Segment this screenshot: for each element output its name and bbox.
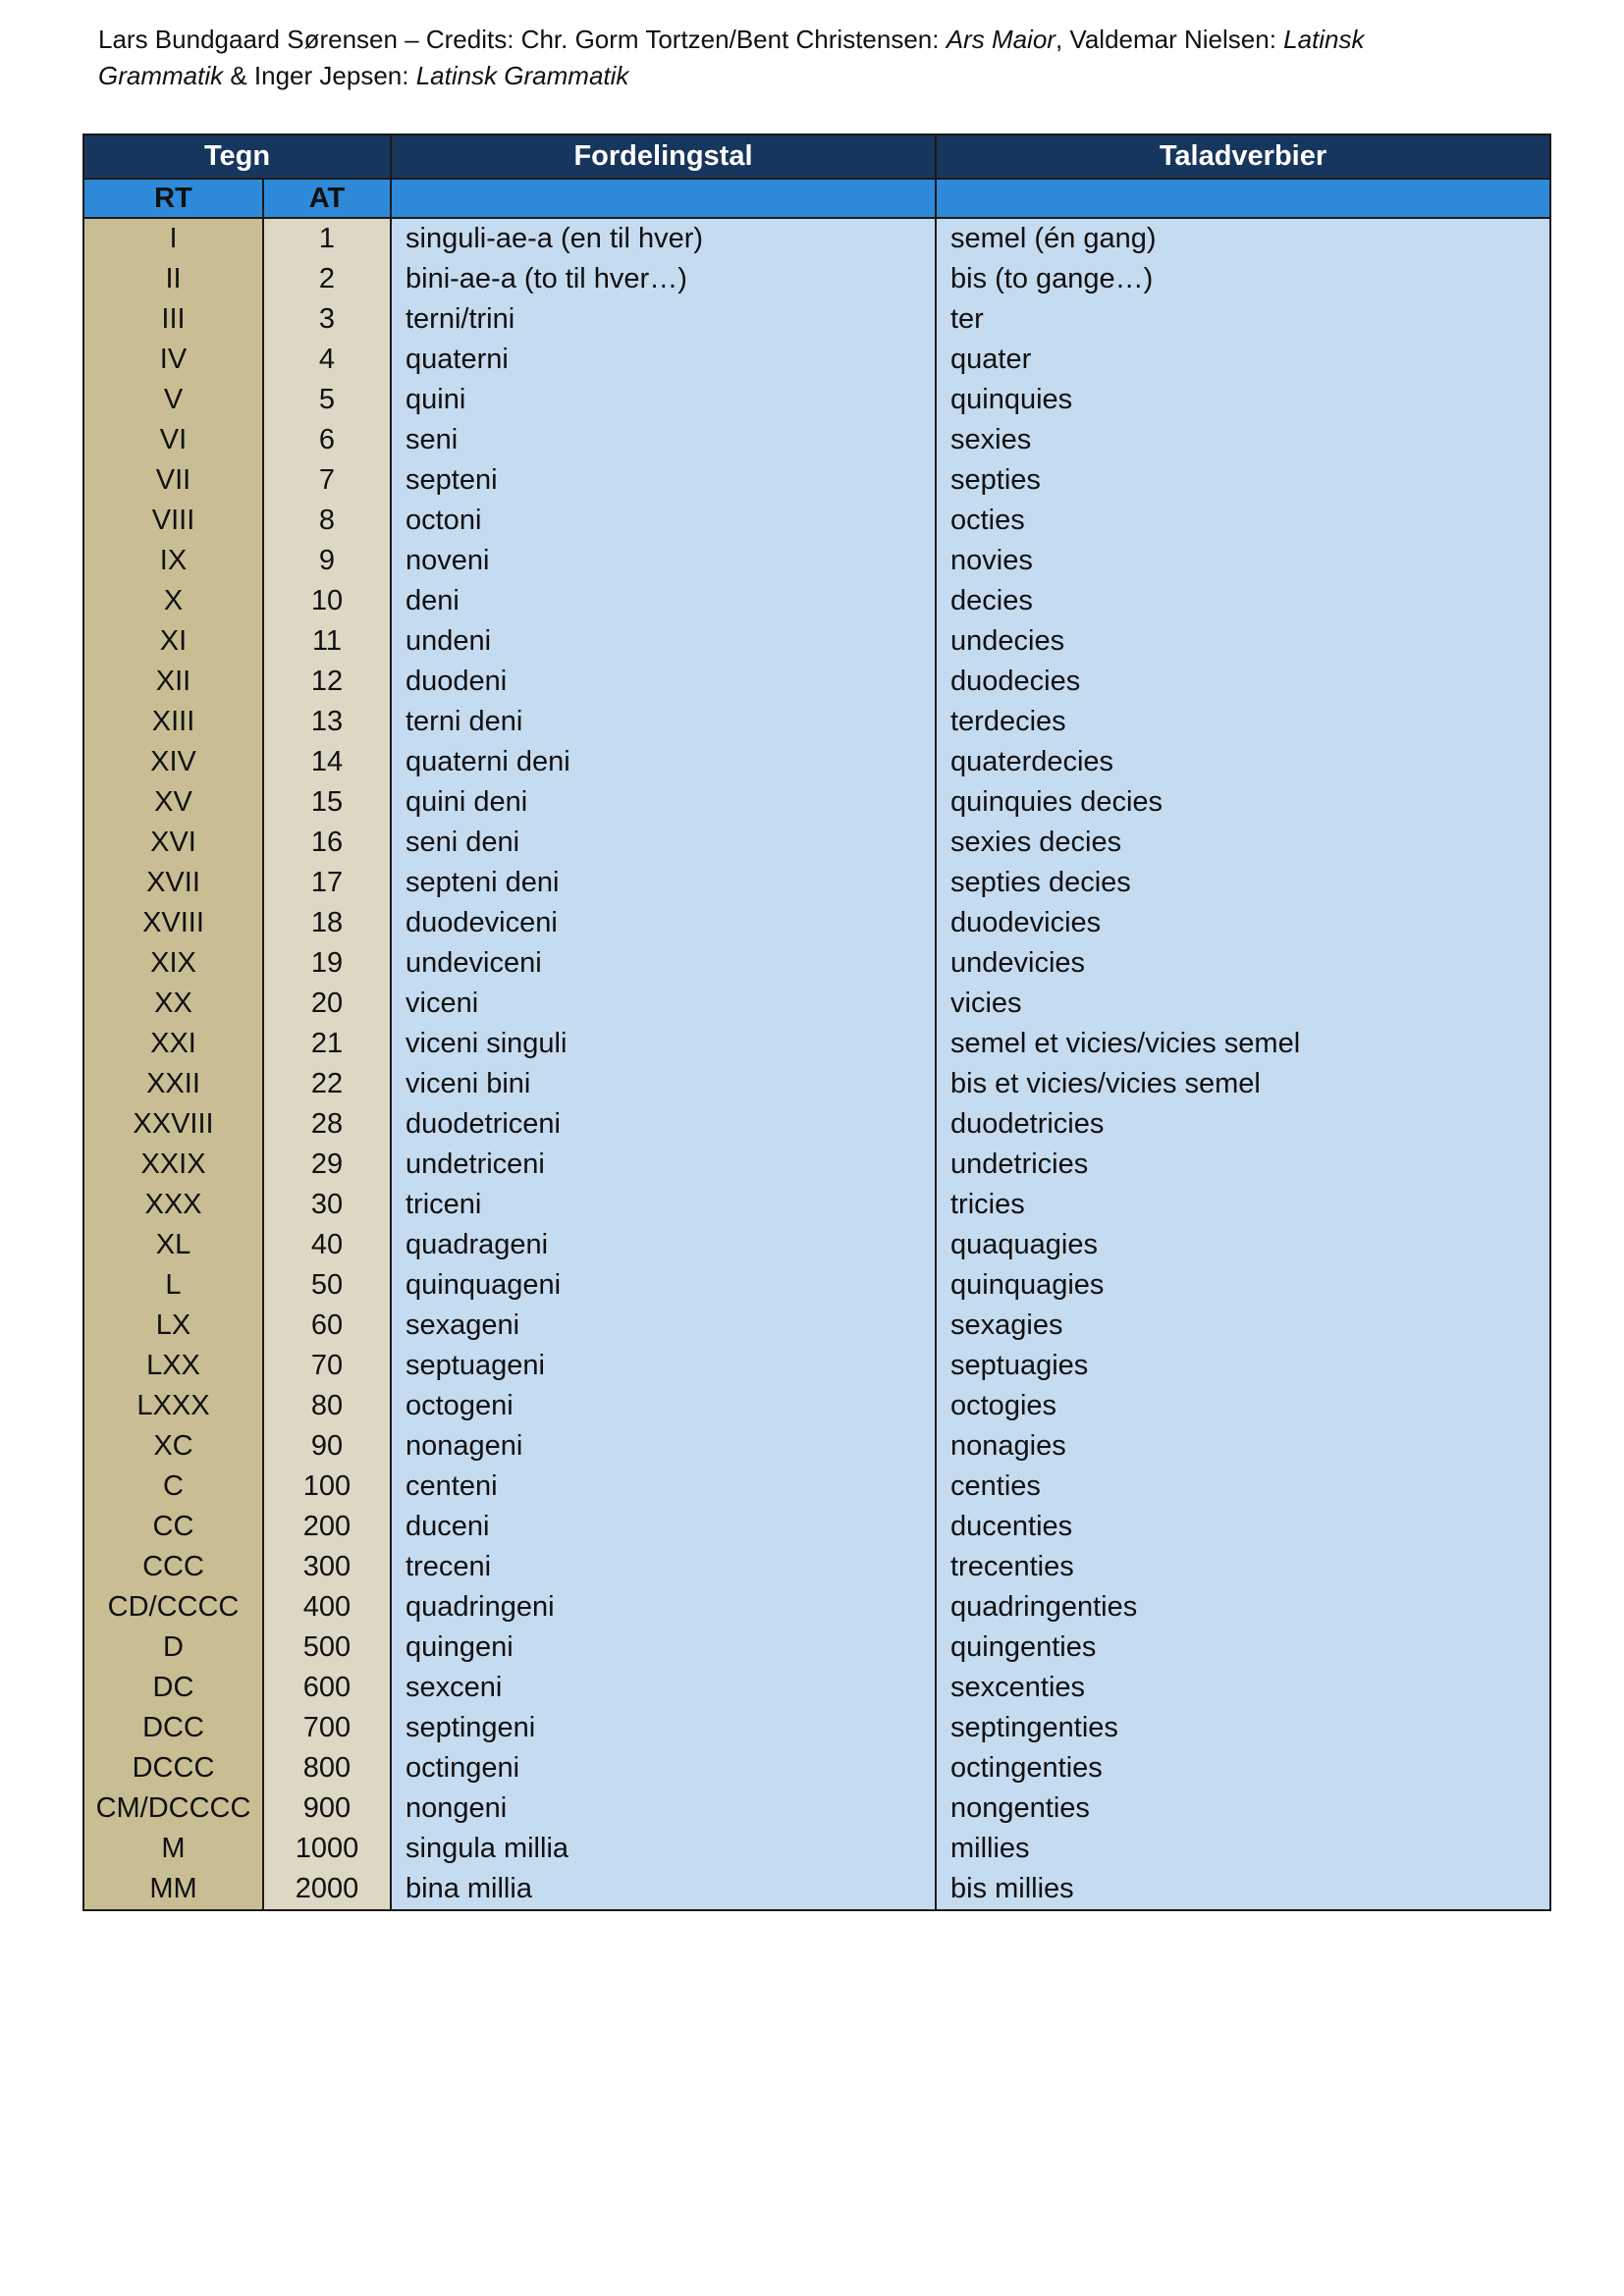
arabic-numeral-cell: 700 xyxy=(263,1708,391,1748)
table-row xyxy=(83,581,1550,621)
roman-numeral-cell: XX xyxy=(83,984,263,1024)
taladverbium-cell: novies xyxy=(936,541,1550,581)
roman-numeral-cell: XI xyxy=(83,621,263,662)
taladverbium-cell: semel (én gang) xyxy=(936,218,1550,259)
arabic-numeral-cell: 9 xyxy=(263,541,391,581)
fordelingstal-cell: nonageni xyxy=(391,1426,936,1467)
fordelingstal-cell: sexceni xyxy=(391,1668,936,1708)
taladverbium-cell: octogies xyxy=(936,1386,1550,1426)
arabic-numeral-cell: 5 xyxy=(263,380,391,420)
taladverbium-cell: bis (to gange…) xyxy=(936,259,1550,299)
roman-numeral-cell: IX xyxy=(83,541,263,581)
fordelingstal-cell: sexageni xyxy=(391,1306,936,1346)
fordelingstal-cell: octogeni xyxy=(391,1386,936,1426)
credits-book-latinsk-grammatik: Latinsk Grammatik xyxy=(415,61,629,90)
roman-numeral-cell: XXX xyxy=(83,1185,263,1225)
credits-book-ars-maior: Ars Maior xyxy=(946,25,1056,54)
taladverbium-cell: ter xyxy=(936,299,1550,340)
table-row xyxy=(83,1708,1550,1748)
arabic-numeral-cell: 1000 xyxy=(263,1829,391,1869)
fordelingstal-cell: septingeni xyxy=(391,1708,936,1748)
fordelingstal-cell: singuli-ae-a (en til hver) xyxy=(391,218,936,259)
table-row xyxy=(83,1104,1550,1145)
table-row xyxy=(83,903,1550,943)
credits-text xyxy=(98,22,1551,94)
fordelingstal-cell: quaterni xyxy=(391,340,936,380)
arabic-numeral-cell: 13 xyxy=(263,702,391,742)
arabic-numeral-cell: 100 xyxy=(263,1467,391,1507)
arabic-numeral-cell: 28 xyxy=(263,1104,391,1145)
roman-numeral-cell: XVIII xyxy=(83,903,263,943)
roman-numeral-cell: CM/DCCCC xyxy=(83,1789,263,1829)
roman-numeral-cell: II xyxy=(83,259,263,299)
table-row xyxy=(83,1789,1550,1829)
header-sub-empty-fordelingstal xyxy=(391,179,936,218)
roman-numeral-cell: XXIX xyxy=(83,1145,263,1185)
fordelingstal-cell: bini-ae-a (to til hver…) xyxy=(391,259,936,299)
taladverbium-cell: sexagies xyxy=(936,1306,1550,1346)
taladverbium-cell: quinquies decies xyxy=(936,782,1550,823)
table-row xyxy=(83,1145,1550,1185)
arabic-numeral-cell: 11 xyxy=(263,621,391,662)
arabic-numeral-cell: 6 xyxy=(263,420,391,460)
taladverbium-cell: nongenties xyxy=(936,1789,1550,1829)
table-row xyxy=(83,541,1550,581)
roman-numeral-cell: C xyxy=(83,1467,263,1507)
table-row xyxy=(83,863,1550,903)
roman-numeral-cell: XC xyxy=(83,1426,263,1467)
table-row xyxy=(83,1185,1550,1225)
table-row xyxy=(83,299,1550,340)
table-row xyxy=(83,984,1550,1024)
fordelingstal-cell: seni deni xyxy=(391,823,936,863)
table-row xyxy=(83,1748,1550,1789)
taladverbium-cell: undetricies xyxy=(936,1145,1550,1185)
fordelingstal-cell: undeviceni xyxy=(391,943,936,984)
taladverbium-cell: duodecies xyxy=(936,662,1550,702)
roman-numeral-cell: MM xyxy=(83,1869,263,1910)
table-row xyxy=(83,662,1550,702)
roman-numeral-cell: CC xyxy=(83,1507,263,1547)
taladverbium-cell: duodetricies xyxy=(936,1104,1550,1145)
fordelingstal-cell: centeni xyxy=(391,1467,936,1507)
roman-numeral-cell: III xyxy=(83,299,263,340)
header-at: AT xyxy=(263,179,391,218)
roman-numeral-cell: XII xyxy=(83,662,263,702)
roman-numeral-cell: XXII xyxy=(83,1064,263,1104)
fordelingstal-cell: quadrageni xyxy=(391,1225,936,1265)
taladverbium-cell: quaterdecies xyxy=(936,742,1550,782)
roman-numeral-cell: CCC xyxy=(83,1547,263,1587)
fordelingstal-cell: septeni xyxy=(391,460,936,501)
fordelingstal-cell: terni/trini xyxy=(391,299,936,340)
taladverbium-cell: bis millies xyxy=(936,1869,1550,1910)
table-row xyxy=(83,1265,1550,1306)
table-body xyxy=(83,218,1550,1910)
table-row xyxy=(83,501,1550,541)
fordelingstal-cell: seni xyxy=(391,420,936,460)
fordelingstal-cell: duceni xyxy=(391,1507,936,1547)
table-row xyxy=(83,823,1550,863)
roman-numeral-cell: LXXX xyxy=(83,1386,263,1426)
taladverbium-cell: terdecies xyxy=(936,702,1550,742)
taladverbium-cell: septuagies xyxy=(936,1346,1550,1386)
taladverbium-cell: sexies decies xyxy=(936,823,1550,863)
fordelingstal-cell: quini deni xyxy=(391,782,936,823)
fordelingstal-cell: duodeviceni xyxy=(391,903,936,943)
taladverbium-cell: quadringenties xyxy=(936,1587,1550,1628)
taladverbium-cell: trecenties xyxy=(936,1547,1550,1587)
taladverbium-cell: nonagies xyxy=(936,1426,1550,1467)
taladverbium-cell: undevicies xyxy=(936,943,1550,984)
roman-numeral-cell: XL xyxy=(83,1225,263,1265)
table-row xyxy=(83,1668,1550,1708)
fordelingstal-cell: noveni xyxy=(391,541,936,581)
roman-numeral-cell: XIX xyxy=(83,943,263,984)
table-row xyxy=(83,1628,1550,1668)
roman-numeral-cell: XIV xyxy=(83,742,263,782)
table-row xyxy=(83,1507,1550,1547)
taladverbium-cell: quinquies xyxy=(936,380,1550,420)
table-row xyxy=(83,1426,1550,1467)
roman-numeral-cell: CD/CCCC xyxy=(83,1587,263,1628)
taladverbium-cell: sexies xyxy=(936,420,1550,460)
credits-book-latinsk: Latinsk xyxy=(1283,25,1365,54)
taladverbium-cell: septies decies xyxy=(936,863,1550,903)
header-rt: RT xyxy=(83,179,263,218)
fordelingstal-cell: septeni deni xyxy=(391,863,936,903)
arabic-numeral-cell: 12 xyxy=(263,662,391,702)
table-row xyxy=(83,1547,1550,1587)
header-tegn: Tegn xyxy=(83,134,391,179)
table-row xyxy=(83,1225,1550,1265)
arabic-numeral-cell: 300 xyxy=(263,1547,391,1587)
table-row xyxy=(83,1024,1550,1064)
arabic-numeral-cell: 14 xyxy=(263,742,391,782)
fordelingstal-cell: nongeni xyxy=(391,1789,936,1829)
roman-numeral-cell: DCCC xyxy=(83,1748,263,1789)
header-fordelingstal: Fordelingstal xyxy=(391,134,936,179)
roman-numeral-cell: XVI xyxy=(83,823,263,863)
table-row xyxy=(83,1829,1550,1869)
header-row-sub xyxy=(83,179,1550,218)
fordelingstal-cell: quaterni deni xyxy=(391,742,936,782)
table-row xyxy=(83,420,1550,460)
fordelingstal-cell: duodeni xyxy=(391,662,936,702)
taladverbium-cell: vicies xyxy=(936,984,1550,1024)
fordelingstal-cell: septuageni xyxy=(391,1346,936,1386)
roman-numeral-cell: VI xyxy=(83,420,263,460)
table-row xyxy=(83,621,1550,662)
fordelingstal-cell: quadringeni xyxy=(391,1587,936,1628)
taladverbium-cell: ducenties xyxy=(936,1507,1550,1547)
arabic-numeral-cell: 3 xyxy=(263,299,391,340)
taladverbium-cell: octies xyxy=(936,501,1550,541)
table-row xyxy=(83,1386,1550,1426)
table-row xyxy=(83,1869,1550,1910)
arabic-numeral-cell: 40 xyxy=(263,1225,391,1265)
arabic-numeral-cell: 8 xyxy=(263,501,391,541)
roman-numeral-cell: L xyxy=(83,1265,263,1306)
fordelingstal-cell: undeni xyxy=(391,621,936,662)
taladverbium-cell: septies xyxy=(936,460,1550,501)
roman-numeral-cell: D xyxy=(83,1628,263,1668)
table-row xyxy=(83,1346,1550,1386)
fordelingstal-cell: terni deni xyxy=(391,702,936,742)
taladverbium-cell: millies xyxy=(936,1829,1550,1869)
arabic-numeral-cell: 16 xyxy=(263,823,391,863)
arabic-numeral-cell: 29 xyxy=(263,1145,391,1185)
fordelingstal-cell: undetriceni xyxy=(391,1145,936,1185)
credits-book-grammatik: Grammatik xyxy=(98,61,224,90)
taladverbium-cell: quinquagies xyxy=(936,1265,1550,1306)
fordelingstal-cell: deni xyxy=(391,581,936,621)
roman-numeral-cell: V xyxy=(83,380,263,420)
table-row xyxy=(83,380,1550,420)
roman-numeral-cell: I xyxy=(83,218,263,259)
arabic-numeral-cell: 70 xyxy=(263,1346,391,1386)
arabic-numeral-cell: 200 xyxy=(263,1507,391,1547)
fordelingstal-cell: quinquageni xyxy=(391,1265,936,1306)
taladverbium-cell: sexcenties xyxy=(936,1668,1550,1708)
table-row xyxy=(83,460,1550,501)
header-taladverbier: Taladverbier xyxy=(936,134,1550,179)
arabic-numeral-cell: 60 xyxy=(263,1306,391,1346)
table-row xyxy=(83,259,1550,299)
arabic-numeral-cell: 80 xyxy=(263,1386,391,1426)
table-row xyxy=(83,1587,1550,1628)
arabic-numeral-cell: 7 xyxy=(263,460,391,501)
fordelingstal-cell: quini xyxy=(391,380,936,420)
arabic-numeral-cell: 10 xyxy=(263,581,391,621)
arabic-numeral-cell: 21 xyxy=(263,1024,391,1064)
table-row xyxy=(83,1306,1550,1346)
taladverbium-cell: decies xyxy=(936,581,1550,621)
taladverbium-cell: bis et vicies/vicies semel xyxy=(936,1064,1550,1104)
numerals-table xyxy=(82,133,1551,1911)
roman-numeral-cell: XIII xyxy=(83,702,263,742)
roman-numeral-cell: DC xyxy=(83,1668,263,1708)
fordelingstal-cell: quingeni xyxy=(391,1628,936,1668)
taladverbium-cell: septingenties xyxy=(936,1708,1550,1748)
header-sub-empty-taladverbier xyxy=(936,179,1550,218)
roman-numeral-cell: VII xyxy=(83,460,263,501)
table-row xyxy=(83,742,1550,782)
taladverbium-cell: octingenties xyxy=(936,1748,1550,1789)
arabic-numeral-cell: 30 xyxy=(263,1185,391,1225)
arabic-numeral-cell: 600 xyxy=(263,1668,391,1708)
arabic-numeral-cell: 22 xyxy=(263,1064,391,1104)
arabic-numeral-cell: 19 xyxy=(263,943,391,984)
fordelingstal-cell: duodetriceni xyxy=(391,1104,936,1145)
roman-numeral-cell: XXI xyxy=(83,1024,263,1064)
roman-numeral-cell: LX xyxy=(83,1306,263,1346)
roman-numeral-cell: X xyxy=(83,581,263,621)
roman-numeral-cell: VIII xyxy=(83,501,263,541)
roman-numeral-cell: IV xyxy=(83,340,263,380)
taladverbium-cell: centies xyxy=(936,1467,1550,1507)
taladverbium-cell: duodevicies xyxy=(936,903,1550,943)
taladverbium-cell: tricies xyxy=(936,1185,1550,1225)
taladverbium-cell: quingenties xyxy=(936,1628,1550,1668)
arabic-numeral-cell: 90 xyxy=(263,1426,391,1467)
credits-mid-2: & Inger Jepsen: xyxy=(223,61,416,90)
arabic-numeral-cell: 800 xyxy=(263,1748,391,1789)
fordelingstal-cell: bina millia xyxy=(391,1869,936,1910)
arabic-numeral-cell: 400 xyxy=(263,1587,391,1628)
credits-prefix: Lars Bundgaard Sørensen – Credits: Chr. Gorm Tortzen/Bent Christensen: xyxy=(98,25,947,54)
roman-numeral-cell: XXVIII xyxy=(83,1104,263,1145)
header-row-main xyxy=(83,134,1550,179)
fordelingstal-cell: singula millia xyxy=(391,1829,936,1869)
arabic-numeral-cell: 18 xyxy=(263,903,391,943)
roman-numeral-cell: M xyxy=(83,1829,263,1869)
table-row xyxy=(83,1064,1550,1104)
roman-numeral-cell: XV xyxy=(83,782,263,823)
taladverbium-cell: undecies xyxy=(936,621,1550,662)
fordelingstal-cell: treceni xyxy=(391,1547,936,1587)
fordelingstal-cell: viceni xyxy=(391,984,936,1024)
fordelingstal-cell: octoni xyxy=(391,501,936,541)
arabic-numeral-cell: 20 xyxy=(263,984,391,1024)
credits-mid-1: , Valdemar Nielsen: xyxy=(1055,25,1284,54)
roman-numeral-cell: DCC xyxy=(83,1708,263,1748)
table-row xyxy=(83,782,1550,823)
fordelingstal-cell: octingeni xyxy=(391,1748,936,1789)
taladverbium-cell: semel et vicies/vicies semel xyxy=(936,1024,1550,1064)
arabic-numeral-cell: 50 xyxy=(263,1265,391,1306)
arabic-numeral-cell: 15 xyxy=(263,782,391,823)
arabic-numeral-cell: 1 xyxy=(263,218,391,259)
fordelingstal-cell: viceni singuli xyxy=(391,1024,936,1064)
roman-numeral-cell: LXX xyxy=(83,1346,263,1386)
fordelingstal-cell: triceni xyxy=(391,1185,936,1225)
fordelingstal-cell: viceni bini xyxy=(391,1064,936,1104)
taladverbium-cell: quater xyxy=(936,340,1550,380)
arabic-numeral-cell: 17 xyxy=(263,863,391,903)
arabic-numeral-cell: 2000 xyxy=(263,1869,391,1910)
arabic-numeral-cell: 900 xyxy=(263,1789,391,1829)
table-row xyxy=(83,218,1550,259)
taladverbium-cell: quaquagies xyxy=(936,1225,1550,1265)
table-row xyxy=(83,943,1550,984)
arabic-numeral-cell: 2 xyxy=(263,259,391,299)
table-row xyxy=(83,1467,1550,1507)
table-row xyxy=(83,702,1550,742)
arabic-numeral-cell: 500 xyxy=(263,1628,391,1668)
table-row xyxy=(83,340,1550,380)
arabic-numeral-cell: 4 xyxy=(263,340,391,380)
roman-numeral-cell: XVII xyxy=(83,863,263,903)
